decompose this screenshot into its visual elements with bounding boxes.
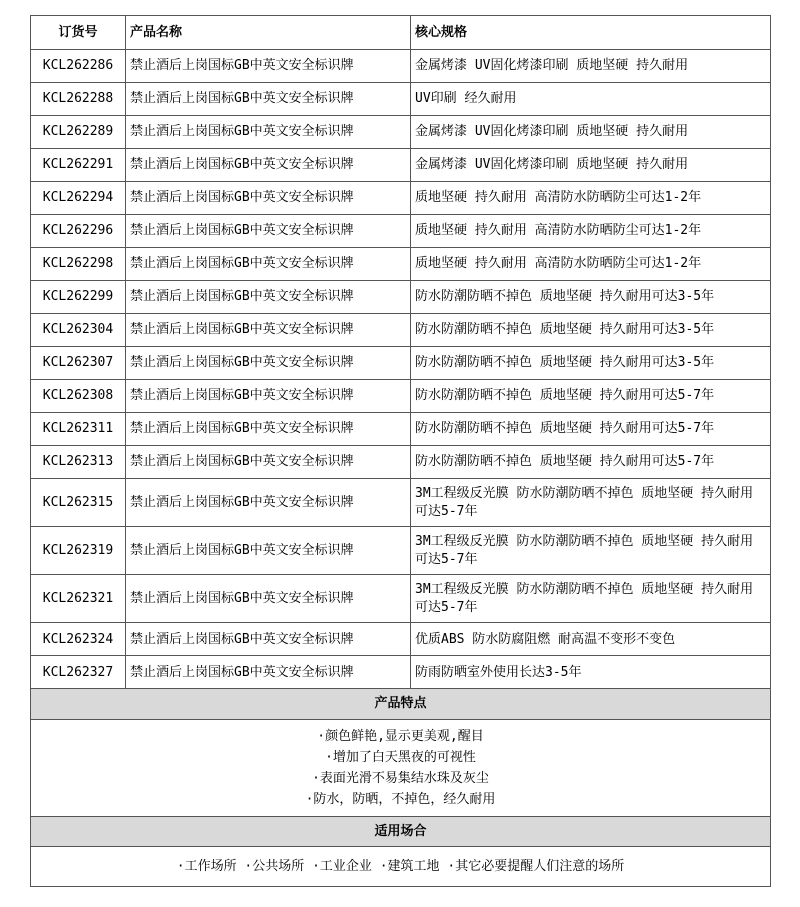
order-id-cell: KCL262299 [31,281,126,314]
table-row [31,527,771,575]
features-header-row [31,689,771,720]
features-list [31,719,771,816]
product-name-cell: 禁止酒后上岗国标GB中英文安全标识牌 [126,479,411,527]
order-id-cell: KCL262307 [31,347,126,380]
product-name-cell: 禁止酒后上岗国标GB中英文安全标识牌 [126,413,411,446]
core-spec-cell: 金属烤漆 UV固化烤漆印刷 质地坚硬 持久耐用 [411,116,771,149]
feature-item: ·增加了白天黑夜的可视性 [325,749,476,765]
table-row [31,149,771,182]
product-name-cell: 禁止酒后上岗国标GB中英文安全标识牌 [126,527,411,575]
table-row [31,281,771,314]
core-spec-cell: 防水防潮防晒不掉色 质地坚硬 持久耐用可达5-7年 [411,413,771,446]
order-id-cell: KCL262304 [31,314,126,347]
core-spec-cell: 防水防潮防晒不掉色 质地坚硬 持久耐用可达3-5年 [411,347,771,380]
table-row [31,575,771,623]
table-row [31,347,771,380]
product-name-cell: 禁止酒后上岗国标GB中英文安全标识牌 [126,446,411,479]
table-row [31,656,771,689]
core-spec-cell: 质地坚硬 持久耐用 高清防水防晒防尘可达1-2年 [411,248,771,281]
core-spec-cell: 质地坚硬 持久耐用 高清防水防晒防尘可达1-2年 [411,182,771,215]
table-row [31,446,771,479]
table-row [31,116,771,149]
product-name-cell: 禁止酒后上岗国标GB中英文安全标识牌 [126,380,411,413]
order-id-cell: KCL262327 [31,656,126,689]
table-header-row [31,16,771,50]
table-row [31,380,771,413]
table-row [31,314,771,347]
feature-item: ·防水，防晒，不掉色，经久耐用 [305,791,496,807]
order-id-cell: KCL262313 [31,446,126,479]
core-spec-cell: 金属烤漆 UV固化烤漆印刷 质地坚硬 持久耐用 [411,149,771,182]
occasions-text: ·工作场所 ·公共场所 ·工业企业 ·建筑工地 ·其它必要提醒人们注意的场所 [31,847,771,887]
occasions-section-title: 适用场合 [31,816,771,847]
core-spec-cell: 3M工程级反光膜 防水防潮防晒不掉色 质地坚硬 持久耐用可达5-7年 [411,575,771,623]
product-name-cell: 禁止酒后上岗国标GB中英文安全标识牌 [126,215,411,248]
table-row [31,623,771,656]
core-spec-cell: 防雨防晒室外使用长达3-5年 [411,656,771,689]
table-row [31,248,771,281]
product-name-cell: 禁止酒后上岗国标GB中英文安全标识牌 [126,248,411,281]
core-spec-cell: 质地坚硬 持久耐用 高清防水防晒防尘可达1-2年 [411,215,771,248]
product-name-cell: 禁止酒后上岗国标GB中英文安全标识牌 [126,623,411,656]
occasions-content-row [31,847,771,887]
occasions-header-row [31,816,771,847]
core-spec-cell: 防水防潮防晒不掉色 质地坚硬 持久耐用可达3-5年 [411,314,771,347]
table-row [31,182,771,215]
table-row [31,413,771,446]
features-section-title: 产品特点 [31,689,771,720]
table-row [31,83,771,116]
core-spec-cell: UV印刷 经久耐用 [411,83,771,116]
order-id-cell: KCL262294 [31,182,126,215]
order-id-cell: KCL262296 [31,215,126,248]
feature-item: ·颜色鲜艳,显示更美观,醒目 [317,728,484,744]
table-row [31,50,771,83]
core-spec-cell: 防水防潮防晒不掉色 质地坚硬 持久耐用可达5-7年 [411,446,771,479]
order-id-cell: KCL262291 [31,149,126,182]
order-id-cell: KCL262308 [31,380,126,413]
product-name-cell: 禁止酒后上岗国标GB中英文安全标识牌 [126,83,411,116]
core-spec-cell: 3M工程级反光膜 防水防潮防晒不掉色 质地坚硬 持久耐用可达5-7年 [411,527,771,575]
order-id-cell: KCL262315 [31,479,126,527]
product-name-cell: 禁止酒后上岗国标GB中英文安全标识牌 [126,50,411,83]
order-id-cell: KCL262321 [31,575,126,623]
table-row [31,215,771,248]
product-name-cell: 禁止酒后上岗国标GB中英文安全标识牌 [126,182,411,215]
order-id-cell: KCL262288 [31,83,126,116]
core-spec-cell: 优质ABS 防水防腐阻燃 耐高温不变形不变色 [411,623,771,656]
product-name-cell: 禁止酒后上岗国标GB中英文安全标识牌 [126,149,411,182]
feature-item: ·表面光滑不易集结水珠及灰尘 [312,770,489,786]
extra-sections [31,689,771,887]
table-row [31,479,771,527]
order-id-cell: KCL262319 [31,527,126,575]
features-content-row [31,719,771,816]
core-spec-cell: 3M工程级反光膜 防水防潮防晒不掉色 质地坚硬 持久耐用可达5-7年 [411,479,771,527]
core-spec-cell: 防水防潮防晒不掉色 质地坚硬 持久耐用可达5-7年 [411,380,771,413]
product-name-cell: 禁止酒后上岗国标GB中英文安全标识牌 [126,575,411,623]
product-name-cell: 禁止酒后上岗国标GB中英文安全标识牌 [126,656,411,689]
product-name-cell: 禁止酒后上岗国标GB中英文安全标识牌 [126,281,411,314]
column-header-core-spec: 核心规格 [411,16,771,50]
column-header-product-name: 产品名称 [126,16,411,50]
order-id-cell: KCL262298 [31,248,126,281]
order-id-cell: KCL262286 [31,50,126,83]
core-spec-cell: 金属烤漆 UV固化烤漆印刷 质地坚硬 持久耐用 [411,50,771,83]
spec-table [30,15,771,887]
order-id-cell: KCL262289 [31,116,126,149]
order-id-cell: KCL262311 [31,413,126,446]
product-name-cell: 禁止酒后上岗国标GB中英文安全标识牌 [126,314,411,347]
product-name-cell: 禁止酒后上岗国标GB中英文安全标识牌 [126,347,411,380]
product-name-cell: 禁止酒后上岗国标GB中英文安全标识牌 [126,116,411,149]
spec-table-body [31,50,771,689]
column-header-order-id: 订货号 [31,16,126,50]
order-id-cell: KCL262324 [31,623,126,656]
core-spec-cell: 防水防潮防晒不掉色 质地坚硬 持久耐用可达3-5年 [411,281,771,314]
